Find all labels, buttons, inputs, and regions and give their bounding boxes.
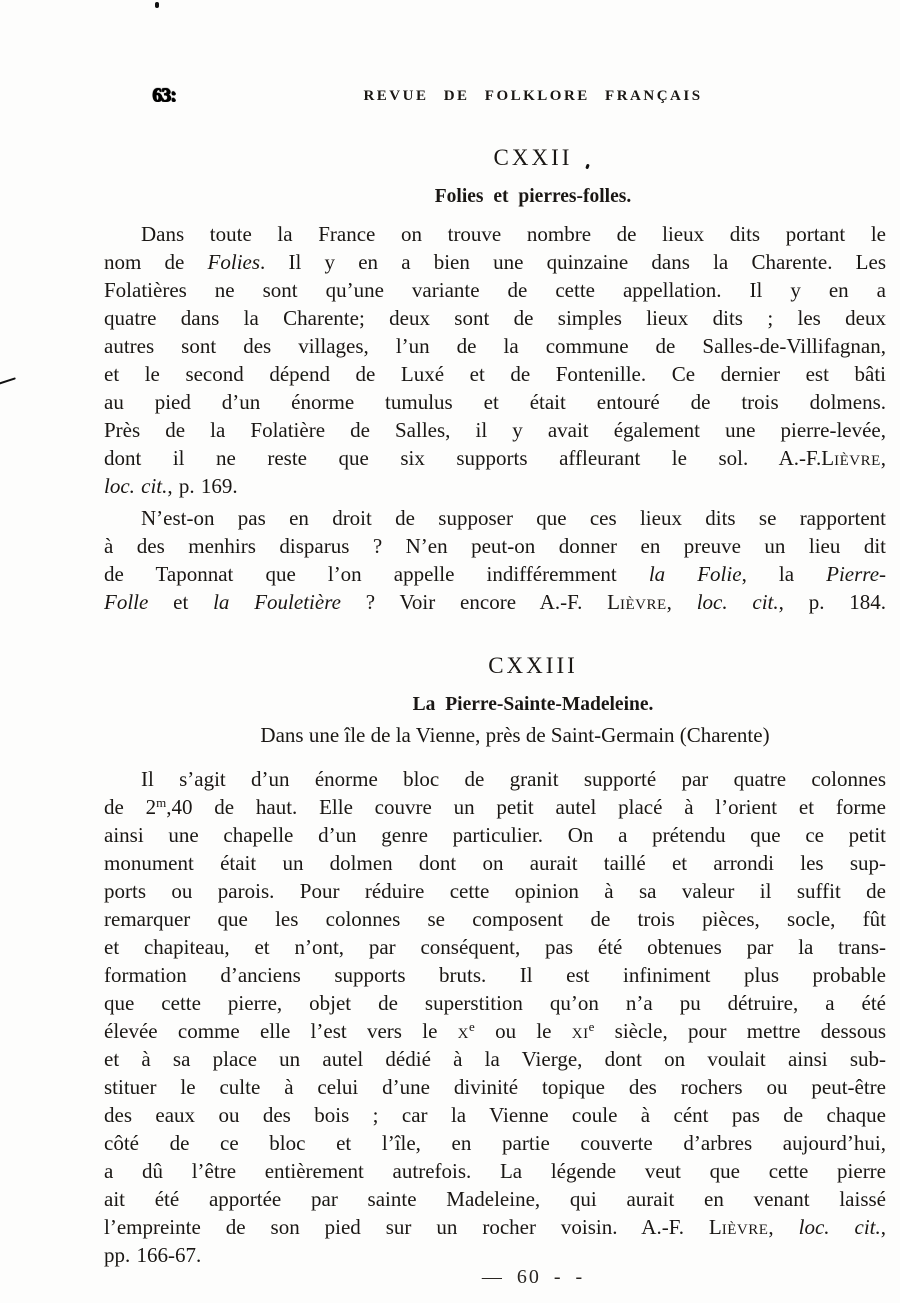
text-line: côté de ce bloc et l’île, en partie couverte d’arbres aujourd’hui,: [104, 1131, 886, 1155]
text-line: au pied d’un énorme tumulus et était entouré de trois dolmens.: [104, 390, 886, 414]
text-line: Folatières ne sont qu’une variante de cette appellation. Il y en a: [104, 278, 886, 302]
text-line: quatre dans la Charente; deux sont de simples lieux dits ; les deux: [104, 306, 886, 330]
scan-artifact-stroke: [0, 377, 16, 384]
paragraph: [104, 220, 886, 500]
section-number: CXXII: [493, 145, 573, 170]
text-line: de Taponnat que l’on appelle indifféremment la Folie, la Pierre-: [104, 562, 886, 586]
text-line: que cette pierre, objet de superstition qu’on n’a pu détruire, a été: [104, 991, 886, 1015]
section-subtitle: Dans une île de la Vienne, près de Saint-Germain (Charente): [260, 723, 770, 747]
text-line: autres sont des villages, l’un de la commune de Salles-de-Villifagnan,: [104, 334, 886, 358]
text-line: et à sa place un autel dédié à la Vierge, dont on voulait ainsi sub-: [104, 1047, 886, 1071]
section-number: CXXIII: [488, 653, 578, 678]
text-line: pp. 166-67.: [104, 1243, 202, 1267]
text-line: nom de Folies. Il y en a bien une quinzaine dans la Charente. Les: [104, 250, 886, 274]
section-title: Folies et pierres-folles.: [434, 186, 632, 207]
paragraph: [104, 504, 886, 616]
text-line: et le second dépend de Luxé et de Fontenille. Ce dernier est bâti: [104, 362, 886, 386]
text-line: N’est-on pas en droit de supposer que ces lieux dits se rapportent: [141, 506, 886, 530]
text-line: de 2$^m$,40 de haut. Elle couvre un petit autel placé à l’orient et forme: [104, 795, 886, 819]
text-line: ports ou parois. Pour réduire cette opinion à sa valeur il suffit de: [104, 879, 886, 903]
text-line: Folle et la Fouletière ? Voir encore A.-F. Lièvre, loc. cit., p. 184.: [104, 590, 886, 614]
page-number-stamp: 63:: [152, 84, 176, 106]
text-line: stituer le culte à celui d’une divinité topique des rochers ou peut-être: [104, 1075, 886, 1099]
text-line: formation d’anciens supports bruts. Il est infiniment plus probable: [104, 963, 886, 987]
text-block: [104, 143, 886, 1269]
text-line: Près de la Folatière de Salles, il y avait également une pierre-levée,: [104, 418, 886, 442]
text-line: Il s’agit d’un énorme bloc de granit supporté par quatre colonnes: [141, 767, 886, 791]
text-line: élevée comme elle l’est vers le $x^e$ ou le $xi^e$ siècle, pour mettre dessous: [104, 1019, 886, 1043]
running-header: REVUE DE FOLKLORE FRANÇAIS: [363, 88, 703, 104]
text-line: remarquer que les colonnes se composent de trois pièces, socle, fût: [104, 907, 886, 931]
text-line: et chapiteau, et n’ont, par conséquent, pas été obtenues par la trans-: [104, 935, 886, 959]
text-line: des eaux ou des bois ; car la Vienne coule à cént pas de chaque: [104, 1103, 886, 1127]
text-line: a dû l’être entièrement autrefois. La légende veut que cette pierre: [104, 1159, 886, 1183]
text-line: à des menhirs disparus ? N’en peut-on donner en preuve un lieu dit: [104, 534, 886, 558]
section-title: La Pierre-Sainte-Madeleine.: [412, 694, 654, 715]
paragraph: [104, 765, 886, 1269]
text-line: l’empreinte de son pied sur un rocher voisin. A.-F. Lièvre, loc. cit.,: [104, 1215, 886, 1239]
text-line: monument était un dolmen dont on aurait taillé et arrondi les sup-: [104, 851, 886, 875]
section-cxxii: [104, 143, 886, 616]
text-line: ait été apportée par sainte Madeleine, qui aurait en venant laissé: [104, 1187, 886, 1211]
page-folio: — 60 - -: [481, 1266, 585, 1288]
text-line: ainsi une chapelle d’un genre particulier. On a prétendu que ce petit: [104, 823, 886, 847]
section-cxxiii: [104, 651, 886, 1269]
scan-artifact-dot: [155, 2, 159, 8]
text-line: dont il ne reste que six supports affleurant le sol. A.-F.Lièvre,: [104, 446, 886, 470]
text-line: Dans toute la France on trouve nombre de lieux dits portant le: [141, 222, 886, 246]
text-line: loc. cit., p. 169.: [104, 474, 238, 498]
